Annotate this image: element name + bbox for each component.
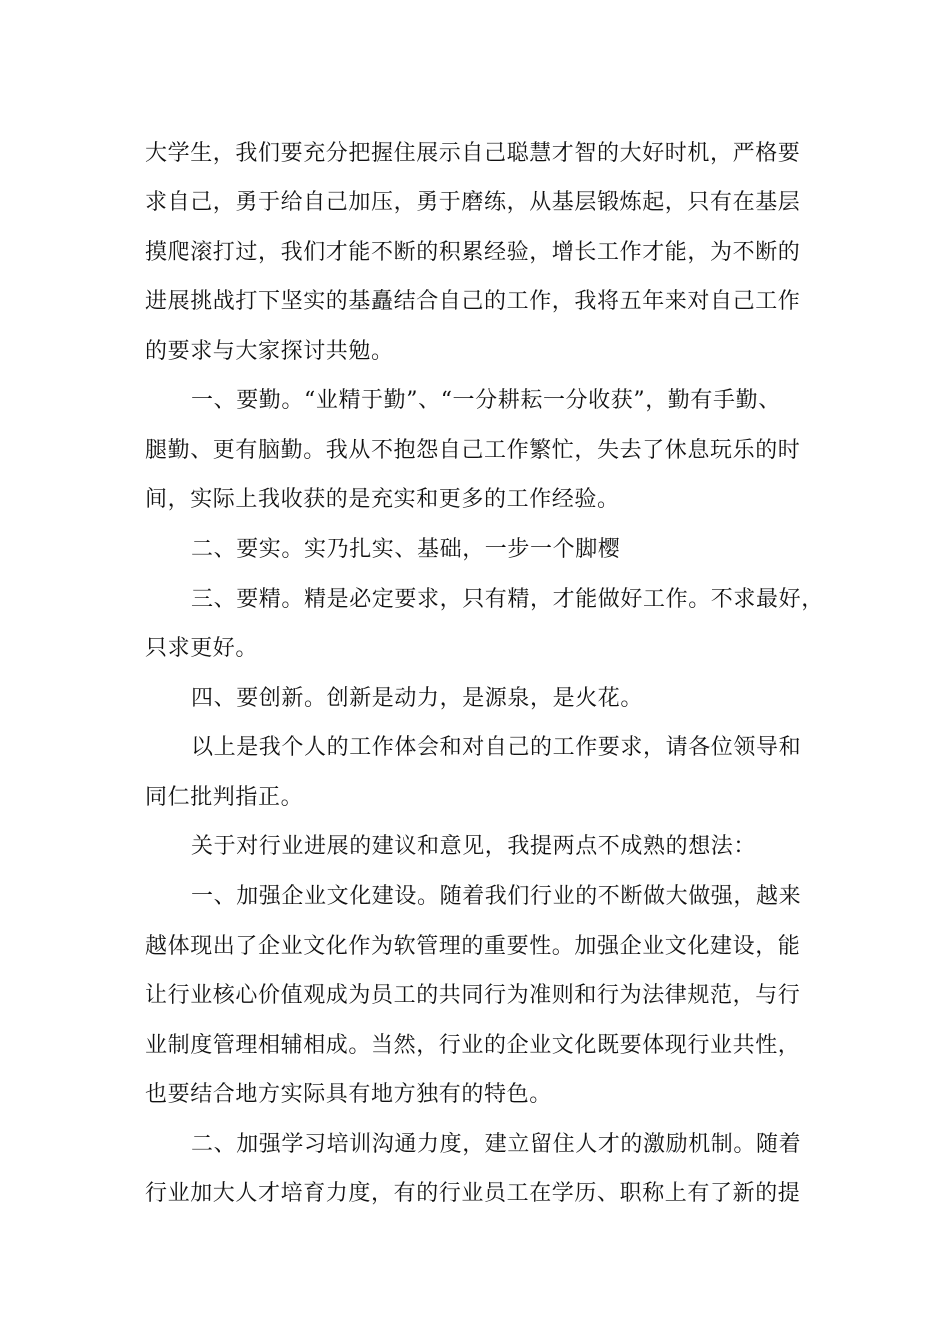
text-line: 也要结合地方实际具有地方独有的特色。 [145,1082,552,1107]
text-line: 让行业核心价值观成为员工的共同行为准则和行为法律规范，与行 [145,983,801,1008]
text-line: 四、要创新。创新是动力，是源泉，是火花。 [191,686,644,711]
text-line: 关于对行业进展的建议和意见，我提两点不成熟的想法： [191,834,757,859]
text-line: 间，实际上我收获的是充实和更多的工作经验。 [145,487,620,512]
text-line: 二、要实。实乃扎实、基础，一步一个脚樱 [191,537,621,562]
text-line: 一、要勤。“业精于勤”、“一分耕耘一分收获”，勤有手勤、 [191,388,781,413]
text-line: 进展挑战打下坚实的基矗结合自己的工作，我将五年来对自己工作 [145,289,801,314]
text-line: 行业加大人才培育力度，有的行业员工在学历、职称上有了新的提 [145,1181,801,1206]
text-line: 二、加强学习培训沟通力度，建立留住人才的激励机制。随着 [191,1132,802,1157]
text-line: 腿勤、更有脑勤。我从不抱怨自己工作繁忙，失去了休息玩乐的时 [145,438,801,463]
text-line: 的要求与大家探讨共勉。 [145,339,394,364]
text-line: 业制度管理相辅相成。当然，行业的企业文化既要体现行业共性， [145,1033,801,1058]
text-line: 三、要精。精是必定要求，只有精，才能做好工作。不求最好， [191,587,824,612]
text-line: 只求更好。 [145,636,259,661]
text-line: 一、加强企业文化建设。随着我们行业的不断做大做强，越来 [191,884,802,909]
text-line: 大学生，我们要充分把握住展示自己聪慧才智的大好时机，严格要 [145,141,801,166]
text-line: 同仁批判指正。 [145,785,304,810]
text-line: 求自己，勇于给自己加压，勇于磨练，从基层锻炼起，只有在基层 [145,190,801,215]
text-line: 摸爬滚打过，我们才能不断的积累经验，增长工作才能，为不断的 [145,240,801,265]
text-line: 越体现出了企业文化作为软管理的重要性。加强企业文化建设，能 [145,934,801,959]
text-line: 以上是我个人的工作体会和对自己的工作要求，请各位领导和 [191,735,802,760]
